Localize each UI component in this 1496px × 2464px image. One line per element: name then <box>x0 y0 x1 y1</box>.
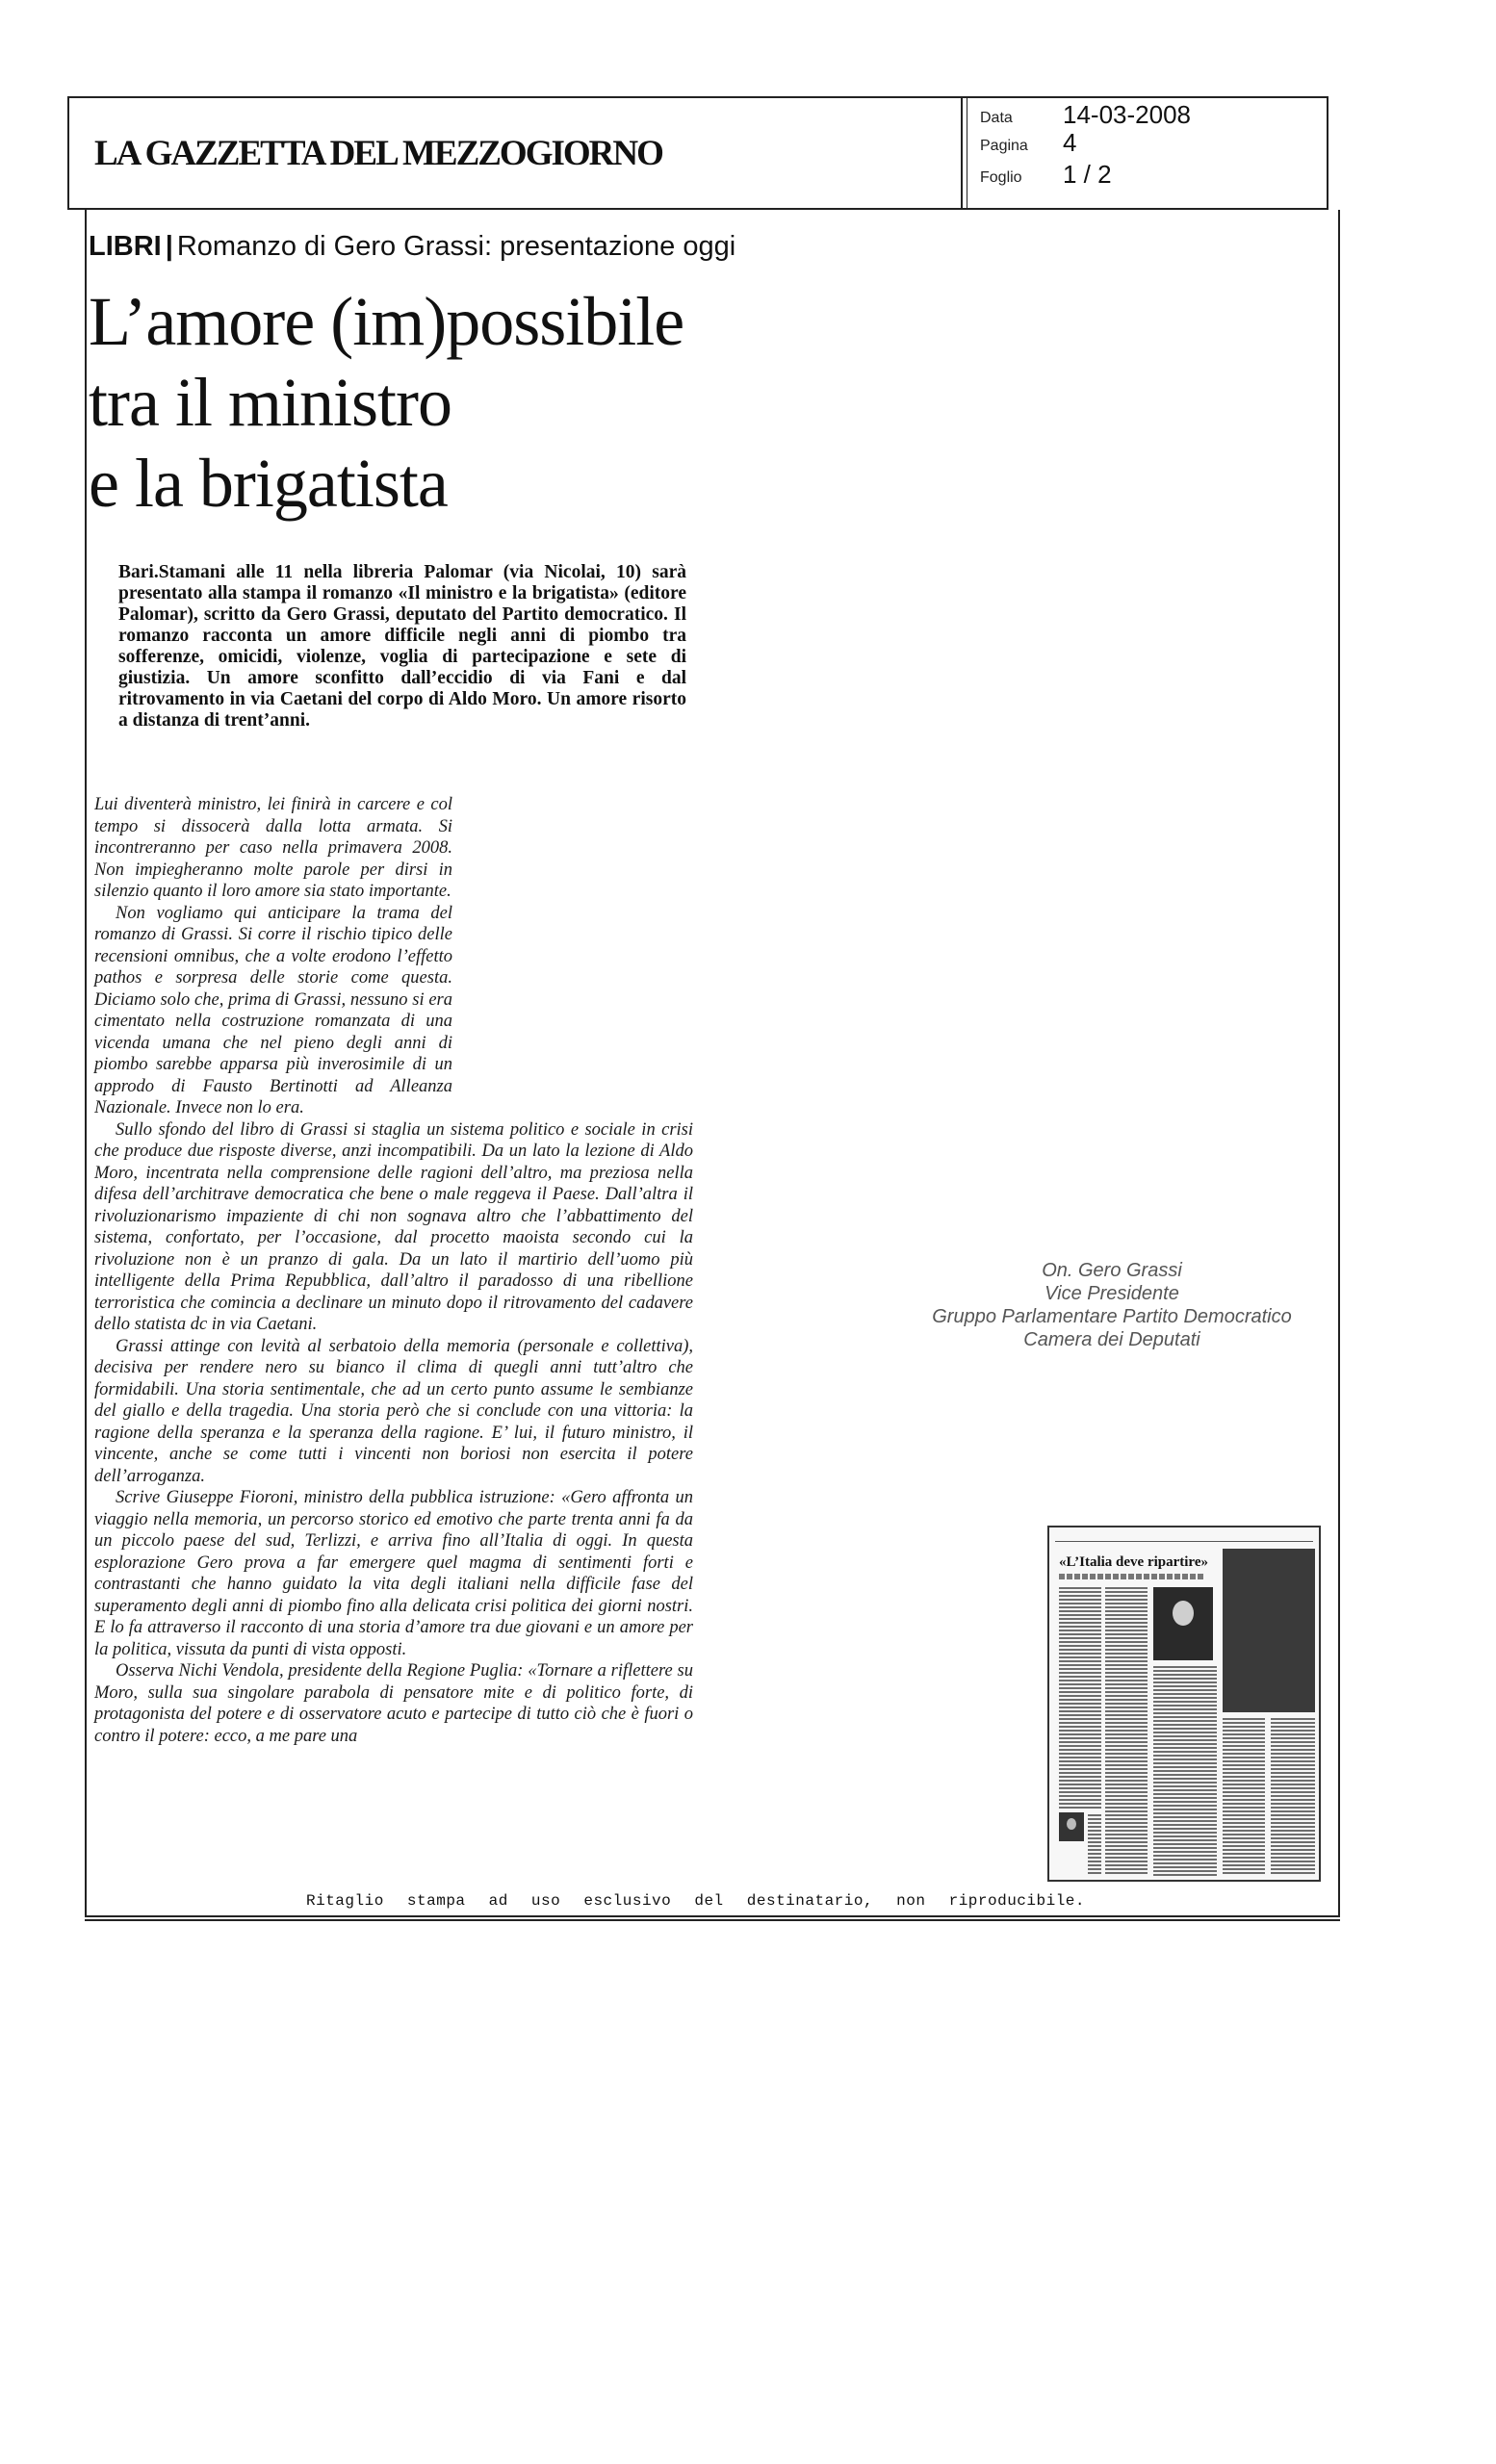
page-thumbnail <box>1047 1526 1321 1882</box>
body-paragraph: Non vogliamo qui anticipare la trama del romanzo di Grassi. Si corre il rischio tipico delle recensioni omnibus, che a volte erodono l’effetto pathos e sorpresa delle storie come questa. Diciamo solo che, prima di Grassi, nessuno si era cimentato nella costruzione romanzata di una vicenda umana che nel pieno degli anni di piombo sarebbe apparsa più inverosimile di un approdo di Fausto Bertinotti ad Alleanza Nazionale. Invece non lo era. <box>94 903 452 1117</box>
newspaper-masthead: LA GAZZETTA DEL MEZZOGIORNO <box>94 134 662 173</box>
body-paragraph: Sullo sfondo del libro di Grassi si staglia un sistema politico e sociale in crisi che produce due risposte diverse, anzi incompatibili. Da un lato la lezione di Aldo Moro, incentrata nella comprensione delle ragioni dell’altro, ma preziosa nella difesa dell’architrave democratica che bene o male reggeva il Paese. Dall’altra il rivoluzionarismo impaziente di chi non sognava altro che l’abbattimento del sistema, confortato, per l’occasione, dal procetto maoista secondo cui la rivoluzione non è un pranzo di gala. Da un lato il martirio dell’uomo più intelligente della Prima Repubblica, dall’altro il paradosso di una ribellione terroristica che comincia a declinare un minuto dopo il ritrovamento del cadavere dello statista dc in via Caetani. <box>94 1119 693 1334</box>
article-lead: Bari.Stamani alle 11 nella libreria Palomar (via Nicolai, 10) sarà presentato alla stampa il romanzo «Il ministro e la brigatista» (editore Palomar), scritto da Gero Grassi, deputato del Partito democratico. Il romanzo racconta un amore difficile negli anni di piombo tra sofferenze, omicidi, violenze, voglia di partecipazione e sete di giustizia. Un amore sconfitto dall’eccidio di via Fani e dal ritrovamento in via Caetani del corpo di Aldo Moro. Un amore risorto a distanza di trent’anni. <box>118 562 686 731</box>
headline-line: L’amore (im)possibile <box>89 283 684 360</box>
thumbnail-subtitle-lines <box>1059 1574 1203 1579</box>
thumbnail-header-rule <box>1055 1531 1313 1542</box>
thumbnail-photo <box>1153 1587 1213 1660</box>
article-kicker <box>89 231 735 263</box>
headline-line: e la brigatista <box>89 445 448 522</box>
stamp-chamber: Camera dei Deputati <box>1023 1329 1200 1350</box>
thumbnail-text-column <box>1059 1587 1101 1809</box>
article-headline <box>89 281 762 524</box>
body-paragraph: Lui diventerà ministro, lei finirà in carcere e col tempo si dissocerà dalla lotta armata. Si incontreranno per caso nella primavera 2008. Non impiegheranno molte parole per dirsi in silenzio quanto il loro amore sia stato importante. <box>94 795 452 901</box>
kicker-section-label: LIBRI <box>89 231 162 262</box>
body-paragraph: Osserva Nichi Vendola, presidente della Regione Puglia: «Tornare a riflettere su Moro, sulla sua singolare parabola di pensatore mite e di politico forte, di protagonista del potere e di osservatore acuto e partecipe di tutto ciò che è fuori o contro il potere: ecco, a me pare una <box>94 1661 693 1746</box>
body-paragraph: Scrive Giuseppe Fioroni, ministro della pubblica istruzione: «Gero affronta un viaggio nella memoria, un percorso storico ed emotivo che parte trenta anni fa da un piccolo paese del sud, Terlizzi, e arriva fino all’Italia di oggi. In questa esplorazione Gero prova a far emergere quel magma di sentimenti forti e contrastanti che hanno guidato la vita degli italiani nella difficile fase del superamento degli anni di piombo fino alla delicata crisi politica dei giorni nostri. E lo fa attraverso il racconto di una storia d’amore tra due giovani e un amore per la politica, vissuta da punti di vista opposti. <box>94 1488 693 1659</box>
header-divider <box>961 96 963 210</box>
stamp-group: Gruppo Parlamentare Partito Democratico <box>932 1306 1292 1327</box>
thumbnail-text-column <box>1223 1718 1265 1876</box>
thumbnail-text-column <box>1105 1587 1148 1876</box>
body-paragraph: Grassi attinge con levità al serbatoio della memoria (personale e collettiva), decisiva per rendere nero su bianco il clima di quegli anni tutt’altro che formidabili. Una storia sentimentale, che ad un certo punto assume le sembianze del giallo e della tragedia. Una storia però che si conclude con una vittoria: la ragione della speranza e la speranza della ragione. E’ lui, il futuro ministro, il vincente, anche se come tutti i vincenti non boriosi non esercita il potere dell’arroganza. <box>94 1336 693 1486</box>
article-body <box>94 794 693 1747</box>
page-label: Pagina <box>980 138 1028 154</box>
stamp-role: Vice Presidente <box>1045 1283 1179 1304</box>
page-value: 4 <box>1063 128 1077 157</box>
sheet-value: 1 / 2 <box>1063 160 1112 189</box>
thumbnail-text-column <box>1153 1666 1217 1876</box>
thumbnail-text-column <box>1271 1718 1315 1876</box>
thumbnail-sidebar-box <box>1223 1549 1315 1712</box>
headline-line: tra il ministro <box>89 364 451 441</box>
kicker-text: Romanzo di Gero Grassi: presentazione oggi <box>176 231 736 262</box>
date-label: Data <box>980 110 1013 126</box>
deputy-stamp <box>900 1259 1324 1351</box>
thumbnail-text-column <box>1088 1814 1101 1876</box>
sheet-label: Foglio <box>980 169 1022 186</box>
thumbnail-headline: «L’Italia deve ripartire» <box>1059 1554 1208 1570</box>
date-value: 14-03-2008 <box>1063 100 1191 129</box>
thumbnail-portrait <box>1059 1812 1084 1841</box>
footer-rule <box>85 1919 1340 1921</box>
stamp-name: On. Gero Grassi <box>1042 1260 1182 1281</box>
clipping-notice: Ritaglio stampa ad uso esclusivo del destinatario, non riproducibile. <box>306 1892 1086 1910</box>
kicker-separator: | <box>165 231 173 262</box>
